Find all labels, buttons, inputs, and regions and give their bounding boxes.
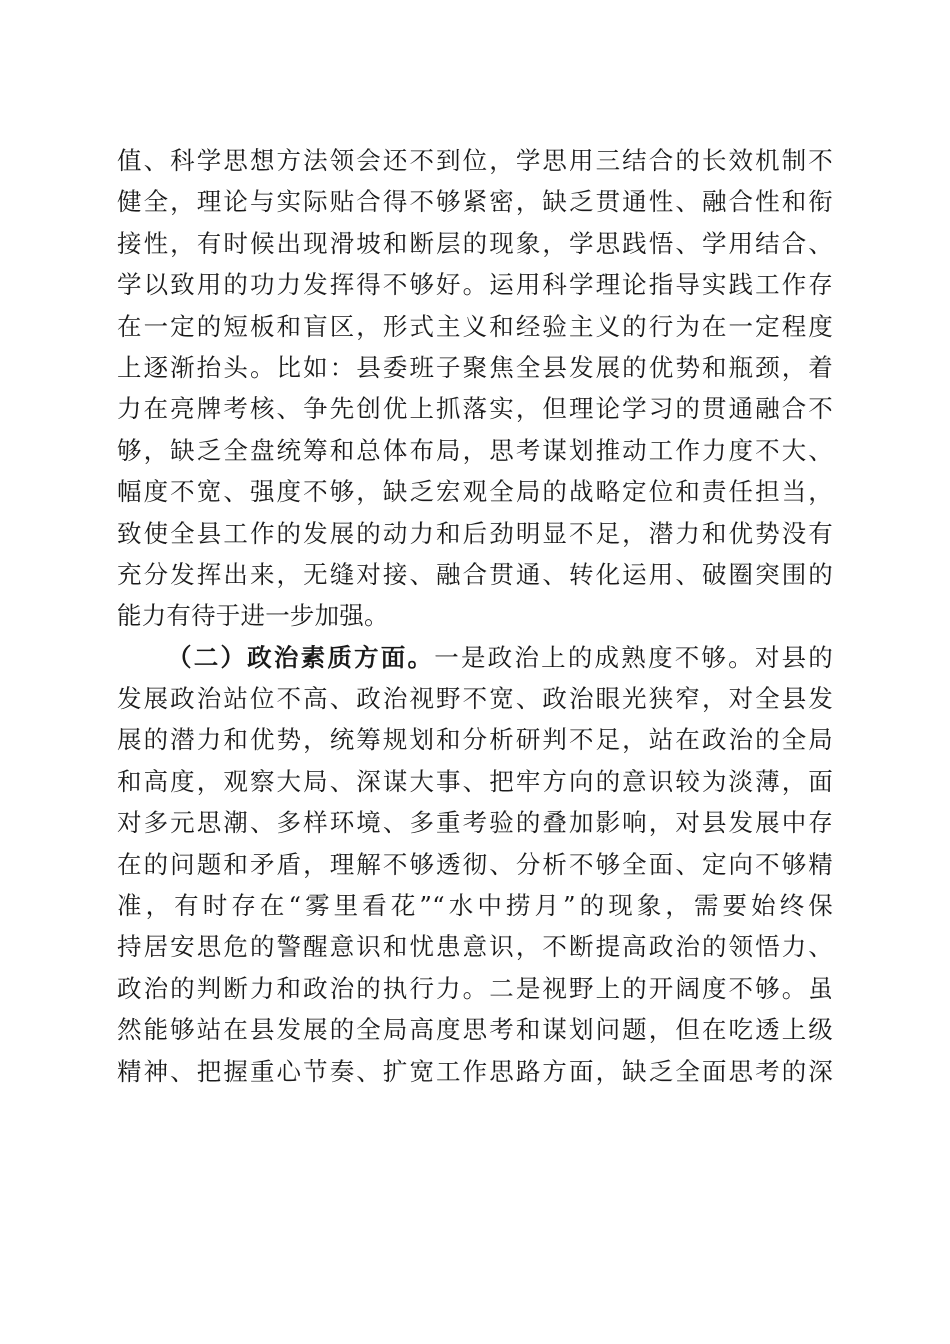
paragraph-1 bbox=[117, 140, 833, 637]
text-line: 值、科学思想方法领会还不到位，学思用三结合的长效机制不 bbox=[117, 146, 833, 175]
text-line: 上逐渐抬头。比如：县委班子聚焦全县发展的优势和瓶颈，着 bbox=[117, 352, 833, 382]
text-line: 接性，有时候出现滑坡和断层的现象，学思践悟、学用结合、 bbox=[117, 228, 833, 258]
text-line: 够，缺乏全盘统筹和总体布局，思考谋划推动工作力度不大、 bbox=[117, 435, 833, 465]
paragraph-2 bbox=[117, 637, 833, 1092]
text-line: 致使全县工作的发展的动力和后劲明显不足，潜力和优势没有 bbox=[117, 518, 833, 548]
text-line: 在一定的短板和盲区，形式主义和经验主义的行为在一定程度 bbox=[117, 311, 833, 341]
text-line: 健全，理论与实际贴合得不够紧密，缺乏贯通性、融合性和衔 bbox=[117, 187, 833, 217]
text-line: 持居安思危的警醒意识和忧患意识，不断提高政治的领悟力、 bbox=[117, 932, 833, 962]
text-line: 展的潜力和优势，统筹规划和分析研判不足，站在政治的全局 bbox=[117, 725, 833, 755]
text-line: 政治的判断力和政治的执行力。二是视野上的开阔度不够。虽 bbox=[117, 973, 833, 1003]
text-line: 然能够站在县发展的全局高度思考和谋划问题，但在吃透上级 bbox=[117, 1015, 833, 1045]
text-line: 发展政治站位不高、政治视野不宽、政治眼光狭窄，对全县发 bbox=[117, 684, 833, 714]
text-run: 一是政治上的成熟度不够。对县的 bbox=[434, 642, 834, 672]
text-line: 和高度，观察大局、深谋大事、把牢方向的意识较为淡薄，面 bbox=[117, 766, 833, 796]
text-line: 准，有时存在“雾里看花”“水中捞月”的现象，需要始终保 bbox=[117, 891, 833, 921]
text-line: 力在亮牌考核、争先创优上抓落实，但理论学习的贯通融合不 bbox=[117, 394, 833, 424]
text-line: 精神、把握重心节奏、扩宽工作思路方面，缺乏全面思考的深 bbox=[117, 1056, 833, 1086]
text-line: 充分发挥出来，无缝对接、融合贯通、转化运用、破圈突围的 bbox=[117, 559, 833, 589]
text-line: 对多元思潮、多样环境、多重考验的叠加影响，对县发展中存 bbox=[117, 808, 833, 838]
text-line: 学以致用的功力发挥得不够好。运用科学理论指导实践工作存 bbox=[117, 270, 833, 300]
text-line: 在的问题和矛盾，理解不够透彻、分析不够全面、定向不够精 bbox=[117, 849, 833, 879]
text-line: 能力有待于进一步加强。 bbox=[117, 601, 389, 631]
document-body bbox=[117, 140, 833, 1092]
text-line-first bbox=[117, 637, 833, 678]
text-line: 幅度不宽、强度不够，缺乏宏观全局的战略定位和责任担当， bbox=[117, 477, 833, 507]
section-heading: （二）政治素质方面。 bbox=[167, 642, 435, 672]
